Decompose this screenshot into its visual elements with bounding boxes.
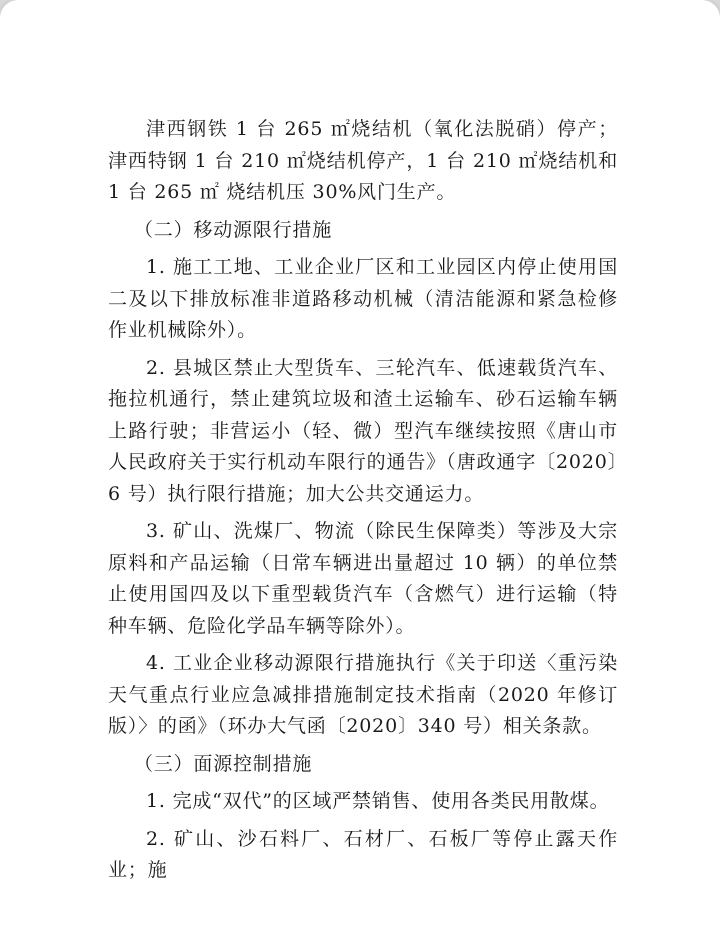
paragraph-item-1: 1. 施工工地、工业企业厂区和工业园区内停止使用国二及以下排放标准非道路移动机械（清洁能源和紧急检修作业机械除外）。 <box>108 256 618 341</box>
paragraph-item-4: 4. 工业企业移动源限行措施执行《关于印送〈重污染天气重点行业应急减排措施制定技术指南（2020 年修订版）〉的函》（环办大气函〔2020〕340 号）相关条款。 <box>108 652 618 737</box>
paragraph-item-3: 3. 矿山、洗煤厂、物流（除民生保障类）等涉及大宗原料和产品运输（日常车辆进出量超过 10 辆）的单位禁止使用国四及以下重型载货汽车（含燃气）进行运输（特种车辆、危险化学品车辆等除外）。 <box>108 520 618 637</box>
section-heading-area-source: （三）面源控制措施 <box>134 752 313 775</box>
paragraph-area-item-2: 2. 矿山、沙石料厂、石材厂、石板厂等停止露天作业；施 <box>108 827 618 881</box>
paragraph-area-item-1: 1. 完成“双代”的区域严禁销售、使用各类民用散煤。 <box>146 790 610 812</box>
paragraph-item-2: 2. 县城区禁止大型货车、三轮汽车、低速载货汽车、拖拉机通行，禁止建筑垃圾和渣土运输车、砂石运输车辆上路行驶；非营运小（轻、微）型汽车继续按照《唐山市人民政府关于实行机动车限行的通告》（唐政通字〔2020〕6 号）执行限行措施；加大公共交通运力。 <box>108 356 618 505</box>
paragraph-steel-shutdown: 津西钢铁 1 台 265 ㎡烧结机（氧化法脱硝）停产；津西特钢 1 台 210 ㎡烧结机停产，1 台 210 ㎡烧结机和 1 台 265 ㎡ 烧结机压 30%风门生产。 <box>108 118 618 203</box>
document-body <box>108 114 618 887</box>
section-heading-mobile-source: （二）移动源限行措施 <box>134 218 333 241</box>
